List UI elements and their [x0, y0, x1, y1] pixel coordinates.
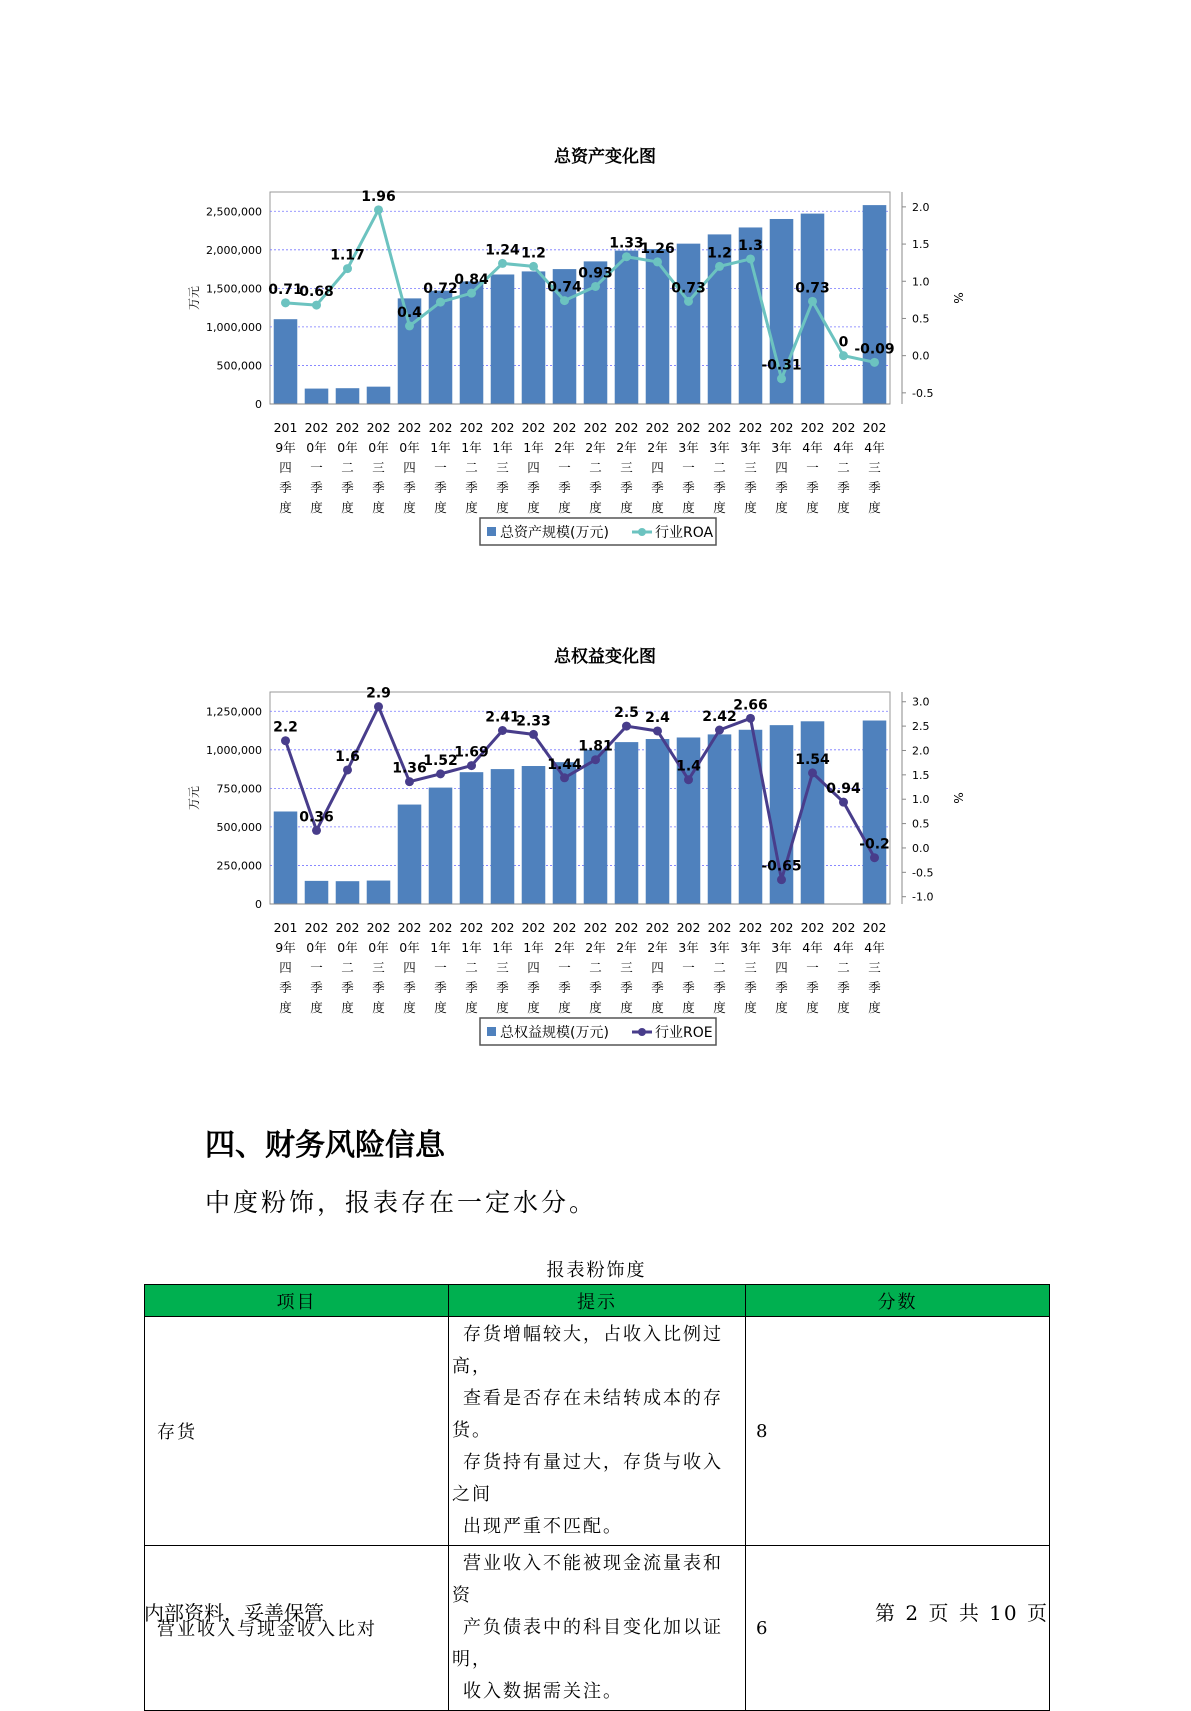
- line-point: [405, 777, 414, 786]
- data-label: 1.17: [330, 247, 365, 264]
- line-point: [808, 768, 817, 777]
- y2-tick-label: -0.5: [912, 386, 934, 400]
- data-label: 1.2: [707, 245, 732, 262]
- line-point: [436, 298, 445, 307]
- bar: [367, 387, 391, 404]
- x-tick-label: 202 0年四季度: [397, 420, 422, 515]
- line-point: [498, 726, 507, 735]
- x-tick-label: 202 4年三季度: [862, 920, 887, 1015]
- x-tick-label: 202 3年一季度: [676, 920, 701, 1015]
- bar: [553, 762, 577, 904]
- y2-tick-label: 0.5: [912, 312, 930, 326]
- chart-svg: [150, 140, 1030, 580]
- x-tick-label: 202 2年一季度: [552, 920, 577, 1015]
- x-tick-label: 202 3年四季度: [769, 920, 794, 1015]
- line-point: [529, 730, 538, 739]
- x-tick-label: 202 3年四季度: [769, 420, 794, 515]
- row-item: 营业收入与现金收入比对: [145, 1546, 449, 1711]
- x-tick-label: 202 3年一季度: [676, 420, 701, 515]
- table-caption: 报表粉饰度: [546, 1260, 647, 1281]
- y2-tick-label: 1.5: [912, 238, 930, 252]
- risk-summary: 中度粉饰，报表存在一定水分。: [205, 1188, 598, 1217]
- data-label: 1.2: [521, 245, 546, 262]
- x-tick-label: 202 0年二季度: [335, 920, 360, 1015]
- line-point: [622, 252, 631, 261]
- y-tick-label: 500,000: [216, 359, 262, 373]
- data-label: 1.4: [676, 758, 701, 775]
- line-point: [374, 702, 383, 711]
- line-point: [498, 259, 507, 268]
- line-point: [312, 301, 321, 310]
- line-point: [374, 205, 383, 214]
- y-tick-label: 0: [255, 898, 262, 911]
- y-tick-label: 250,000: [216, 859, 262, 873]
- x-tick-label: 201 9年四季度: [273, 420, 298, 515]
- hint-line: 查看是否存在未结转成本的存货。: [452, 1388, 723, 1441]
- y-tick-label: 2,500,000: [206, 205, 262, 219]
- total-assets-chart: [150, 140, 1030, 580]
- data-label: 1.3: [738, 237, 763, 254]
- bar: [801, 721, 825, 904]
- x-tick-label: 202 4年一季度: [800, 920, 825, 1015]
- data-label: 2.33: [516, 713, 551, 730]
- y-tick-label: 1,250,000: [206, 705, 262, 719]
- legend-line-label: 行业ROE: [655, 1025, 713, 1041]
- data-label: 2.2: [273, 719, 298, 736]
- line-point: [343, 264, 352, 273]
- bar: [274, 319, 298, 404]
- x-tick-label: 202 3年三季度: [738, 920, 763, 1015]
- x-tick-label: 202 4年一季度: [800, 420, 825, 515]
- y-tick-label: 2,000,000: [206, 243, 262, 257]
- data-label: 1.6: [335, 748, 360, 765]
- x-tick-label: 202 1年三季度: [490, 920, 515, 1015]
- x-tick-label: 202 0年三季度: [366, 420, 391, 515]
- data-label: 0.4: [397, 304, 422, 321]
- y-tick-label: 750,000: [216, 782, 262, 796]
- bar: [336, 881, 360, 904]
- risk-table: [144, 1284, 1050, 1711]
- x-tick-label: 202 1年一季度: [428, 920, 453, 1015]
- y2-tick-label: 0.5: [912, 817, 930, 831]
- x-tick-label: 202 0年四季度: [397, 920, 422, 1015]
- line-point: [622, 722, 631, 731]
- bar: [460, 281, 484, 404]
- legend: [480, 1018, 716, 1045]
- data-label: 2.4: [645, 709, 670, 726]
- bar: [398, 805, 422, 904]
- data-label: 0.36: [299, 809, 334, 826]
- x-tick-label: 202 1年二季度: [459, 420, 484, 515]
- line-point: [777, 374, 786, 383]
- bar: [584, 750, 608, 904]
- chart-svg: [150, 640, 1030, 1080]
- data-label: 0.74: [547, 279, 582, 296]
- line-point: [560, 296, 569, 305]
- line-point: [746, 714, 755, 723]
- data-label: -0.65: [761, 858, 802, 875]
- line-point: [684, 297, 693, 306]
- y-tick-label: 1,500,000: [206, 282, 262, 296]
- x-tick-label: 202 3年二季度: [707, 920, 732, 1015]
- data-label: -0.31: [761, 357, 802, 374]
- bar: [274, 811, 298, 904]
- data-label: 0: [838, 334, 849, 351]
- x-tick-label: 202 2年二季度: [583, 920, 608, 1015]
- bar: [677, 244, 701, 404]
- line-point: [715, 726, 724, 735]
- data-label: 0.84: [454, 272, 489, 289]
- line-point: [839, 351, 848, 360]
- bar: [522, 766, 546, 904]
- y2-tick-label: 2.0: [912, 200, 930, 214]
- data-label: 1.26: [640, 240, 675, 257]
- bar: [522, 271, 546, 404]
- x-tick-label: 202 4年二季度: [831, 420, 856, 515]
- line-point: [870, 853, 879, 862]
- line-point: [839, 798, 848, 807]
- bar: [491, 769, 515, 904]
- x-tick-label: 202 1年二季度: [459, 920, 484, 1015]
- footer-confidential: 内部资料，妥善保管: [144, 1601, 324, 1625]
- bar: [615, 251, 639, 404]
- y2-tick-label: -0.5: [912, 866, 934, 880]
- y2-tick-label: 0.0: [912, 349, 930, 363]
- bar: [429, 788, 453, 904]
- data-label: 1.36: [392, 760, 427, 777]
- bar: [305, 389, 329, 404]
- line-point: [467, 761, 476, 770]
- x-tick-label: 202 3年三季度: [738, 420, 763, 515]
- data-label: 0.94: [826, 781, 861, 798]
- line-point: [312, 826, 321, 835]
- y2-tick-label: 3.0: [912, 695, 930, 709]
- data-label: 1.33: [609, 235, 644, 252]
- table-row: [145, 1317, 1050, 1546]
- data-label: 1.24: [485, 242, 520, 259]
- x-tick-label: 202 2年三季度: [614, 920, 639, 1015]
- bar: [863, 721, 887, 904]
- data-label: 2.9: [366, 685, 391, 702]
- data-label: 1.52: [423, 752, 458, 769]
- bar: [305, 881, 329, 904]
- bar: [615, 742, 639, 904]
- legend-line-marker: [638, 528, 646, 536]
- data-label: 1.96: [361, 188, 396, 205]
- x-tick-label: 202 1年四季度: [521, 420, 546, 515]
- header-hint: 提示: [449, 1285, 746, 1317]
- y2-tick-label: 2.0: [912, 744, 930, 758]
- row-hint: [449, 1317, 746, 1546]
- x-tick-label: 201 9年四季度: [273, 920, 298, 1015]
- line-point: [808, 297, 817, 306]
- line-point: [870, 358, 879, 367]
- bar: [336, 388, 360, 404]
- line-point: [777, 875, 786, 884]
- y-tick-label: 1,000,000: [206, 320, 262, 334]
- bar: [646, 739, 670, 904]
- legend: [480, 518, 716, 545]
- x-tick-label: 202 2年四季度: [645, 920, 670, 1015]
- x-tick-label: 202 4年三季度: [862, 420, 887, 515]
- x-tick-label: 202 1年三季度: [490, 420, 515, 515]
- x-tick-label: 202 2年四季度: [645, 420, 670, 515]
- hint-line: 营业收入不能被现金流量表和资: [452, 1553, 723, 1606]
- y-axis-label: 万元: [187, 785, 201, 811]
- bar: [708, 734, 732, 904]
- x-tick-label: 202 2年二季度: [583, 420, 608, 515]
- line-point: [281, 298, 290, 307]
- footer-page-number: 第 2 页 共 10 页: [875, 1601, 1049, 1625]
- line-point: [684, 775, 693, 784]
- data-label: 1.69: [454, 744, 489, 761]
- legend-bar-label: 总权益规模(万元): [500, 1025, 609, 1041]
- line-point: [405, 321, 414, 330]
- x-tick-label: 202 3年二季度: [707, 420, 732, 515]
- y-tick-label: 500,000: [216, 820, 262, 834]
- row-score: 8: [746, 1317, 1050, 1546]
- chart-title: 总权益变化图: [554, 647, 656, 667]
- line-point: [591, 755, 600, 764]
- bar: [491, 274, 515, 404]
- hint-line: 收入数据需关注。: [463, 1681, 623, 1702]
- data-label: 2.41: [485, 709, 520, 726]
- data-label: 2.5: [614, 705, 639, 722]
- y2-axis-label: %: [951, 792, 965, 804]
- x-tick-label: 202 1年四季度: [521, 920, 546, 1015]
- header-item: 项目: [145, 1285, 449, 1317]
- data-label: 0.73: [671, 280, 706, 297]
- y-tick-label: 1,000,000: [206, 743, 262, 757]
- y2-tick-label: 1.0: [912, 275, 930, 289]
- total-equity-chart: [150, 640, 1030, 1080]
- line-point: [529, 262, 538, 271]
- data-label: 2.42: [702, 709, 737, 726]
- y-axis-label: 万元: [187, 285, 201, 311]
- hint-line: 出现严重不匹配。: [463, 1516, 623, 1537]
- hint-line: 产负债表中的科目变化加以证明，: [452, 1617, 723, 1670]
- bar: [863, 205, 887, 404]
- row-score: 6: [746, 1546, 1050, 1711]
- row-hint: [449, 1546, 746, 1711]
- data-label: 0.73: [795, 280, 830, 297]
- line-point: [653, 257, 662, 266]
- x-tick-label: 202 0年一季度: [304, 420, 329, 515]
- data-label: 0.68: [299, 284, 334, 301]
- hint-line: 存货持有量过大，存货与收入之间: [452, 1452, 723, 1505]
- x-tick-label: 202 0年二季度: [335, 420, 360, 515]
- line-point: [467, 289, 476, 298]
- y2-tick-label: 1.5: [912, 768, 930, 782]
- table-row: [145, 1546, 1050, 1711]
- data-label: 1.81: [578, 738, 613, 755]
- legend-bar-swatch: [487, 1027, 496, 1036]
- data-label: 1.54: [795, 751, 830, 768]
- data-label: 0.72: [423, 281, 458, 298]
- y-tick-label: 0: [255, 398, 262, 411]
- x-tick-label: 202 4年二季度: [831, 920, 856, 1015]
- line-point: [281, 736, 290, 745]
- chart-title: 总资产变化图: [554, 147, 656, 167]
- line-point: [653, 726, 662, 735]
- y2-tick-label: -1.0: [912, 890, 934, 904]
- row-item: 存货: [145, 1317, 449, 1546]
- bar: [367, 881, 391, 904]
- data-label: 1.44: [547, 756, 582, 773]
- bar: [801, 214, 825, 404]
- legend-line-label: 行业ROA: [655, 525, 714, 541]
- header-score: 分数: [746, 1285, 1050, 1317]
- legend-bar-swatch: [487, 527, 496, 536]
- data-label: 0.93: [578, 265, 613, 282]
- x-tick-label: 202 0年三季度: [366, 920, 391, 1015]
- legend-bar-label: 总资产规模(万元): [500, 525, 609, 541]
- x-tick-label: 202 2年三季度: [614, 420, 639, 515]
- line-point: [715, 262, 724, 271]
- data-label: -0.09: [854, 341, 895, 358]
- bar: [460, 772, 484, 904]
- line-point: [343, 765, 352, 774]
- x-tick-label: 202 1年一季度: [428, 420, 453, 515]
- data-label: 0.71: [268, 281, 303, 298]
- line-point: [746, 254, 755, 263]
- y2-tick-label: 1.0: [912, 793, 930, 807]
- y2-tick-label: 2.5: [912, 720, 930, 734]
- legend-line-marker: [638, 1028, 646, 1036]
- line-point: [560, 773, 569, 782]
- line-point: [591, 282, 600, 291]
- y2-axis-label: %: [951, 292, 965, 304]
- hint-line: 存货增幅较大，占收入比例过高，: [452, 1324, 723, 1377]
- section-title: 四、财务风险信息: [205, 1128, 445, 1163]
- table-header-row: [145, 1285, 1050, 1317]
- data-label: -0.2: [859, 836, 890, 853]
- line-point: [436, 769, 445, 778]
- x-tick-label: 202 2年一季度: [552, 420, 577, 515]
- data-label: 2.66: [733, 697, 768, 714]
- x-tick-label: 202 0年一季度: [304, 920, 329, 1015]
- y2-tick-label: 0.0: [912, 841, 930, 855]
